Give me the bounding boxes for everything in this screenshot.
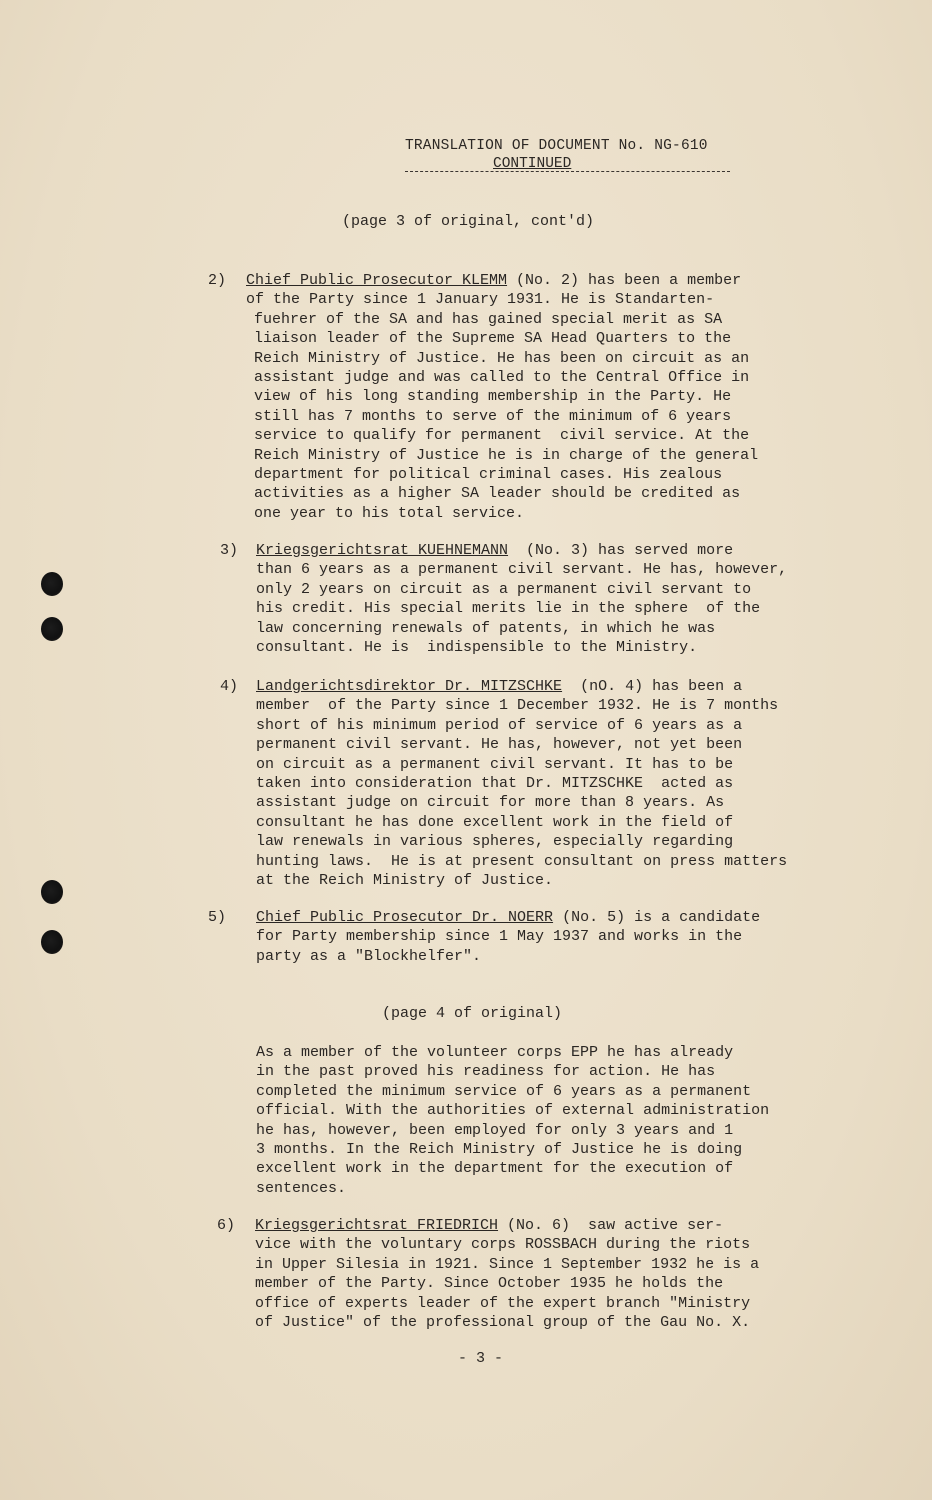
item-number: 2)	[208, 272, 227, 289]
item-text: Kriegsgerichtsrat FRIEDRICH (No. 6) saw active ser- vice with the voluntary corps ROSSBACH during the riots in Upper Silesia in 1921. Since 1 September 1932 he is a member of the Party. Since October 1935 he holds the office of experts leader of the expert branch "Ministry of Justice" of the professional group of the Gau No. X.	[255, 1217, 760, 1332]
punch-hole	[41, 572, 63, 596]
item-heading: Landgerichtsdirektor Dr. MITZSCHKE	[256, 678, 563, 695]
punch-hole	[41, 930, 63, 954]
item-heading: Chief Public Prosecutor KLEMM	[246, 272, 508, 289]
continuation-paragraph: As a member of the volunteer corps EPP he has already in the past proved his readiness for action. He has completed the minimum service of 6 years as a permanent official. With the authorities of external administration he has, however, been employed for only 3 years and 1 3 months. In the Reich Ministry of Justice he is doing excellent work in the department for the execution of sentences.	[256, 1044, 770, 1197]
item-text: Chief Public Prosecutor KLEMM (No. 2) has been a member of the Party since 1 January 1931. He is Standarten- fuehrer of the SA and has gained special merit as SA liaison leader of the Supreme SA Head Quarters to the Reich Ministry of Justice. He has been on circuit as an assistant judge and was called to the Central Office in view of his long standing membership in the Party. He still has 7 months to serve of the minimum of 6 years service to qualify for permanent civil service. At the Reich Ministry of Justice he is in charge of the general department for political criminal cases. His zealous activities as a higher SA leader should be credited as one year to his total service.	[246, 272, 759, 522]
item-text: Chief Public Prosecutor Dr. NOERR (No. 5) is a candidate for Party membership since 1 May 1937 and works in the party as a "Blockhelfer".	[256, 909, 761, 965]
item-number: 3)	[220, 542, 239, 559]
item-text: Kriegsgerichtsrat KUEHNEMANN (No. 3) has served more than 6 years as a permanent civil servant. He has, however, only 2 years on circuit as a permanent civil servant to his credit. His special merits lie in the sphere of the law concerning renewals of patents, in which he was consultant. He is indispensible to the Ministry.	[256, 542, 788, 657]
document-title: TRANSLATION OF DOCUMENT No. NG-610	[405, 138, 708, 154]
page-note-original-3: (page 3 of original, cont'd)	[342, 213, 595, 230]
page-note-original-4: (page 4 of original)	[382, 1005, 563, 1022]
item-heading: Kriegsgerichtsrat KUEHNEMANN	[256, 542, 509, 559]
header-rule	[405, 171, 730, 172]
page-number: - 3 -	[458, 1350, 504, 1367]
punch-hole	[41, 880, 63, 904]
item-heading: Kriegsgerichtsrat FRIEDRICH	[255, 1217, 499, 1234]
item-number: 6)	[217, 1217, 236, 1234]
item-number: 5)	[208, 909, 227, 926]
punch-hole	[41, 617, 63, 641]
item-number: 4)	[220, 678, 239, 695]
document-subtitle: CONTINUED	[493, 156, 572, 172]
item-text: Landgerichtsdirektor Dr. MITZSCHKE (nO. 4) has been a member of the Party since 1 December 1932. He is 7 months short of his minimum period of service of 6 years as a permanent civil servant. He has, however, not yet been on circuit as a permanent civil servant. It has to be taken into consideration that Dr. MITZSCHKE acted as assistant judge on circuit for more than 8 years. As consultant he has done excellent work in the field of law renewals in various spheres, especially regarding hunting laws. He is at present consultant on press matters at the Reich Ministry of Justice.	[256, 678, 788, 890]
document-header	[405, 137, 708, 173]
item-heading: Chief Public Prosecutor Dr. NOERR	[256, 909, 554, 926]
